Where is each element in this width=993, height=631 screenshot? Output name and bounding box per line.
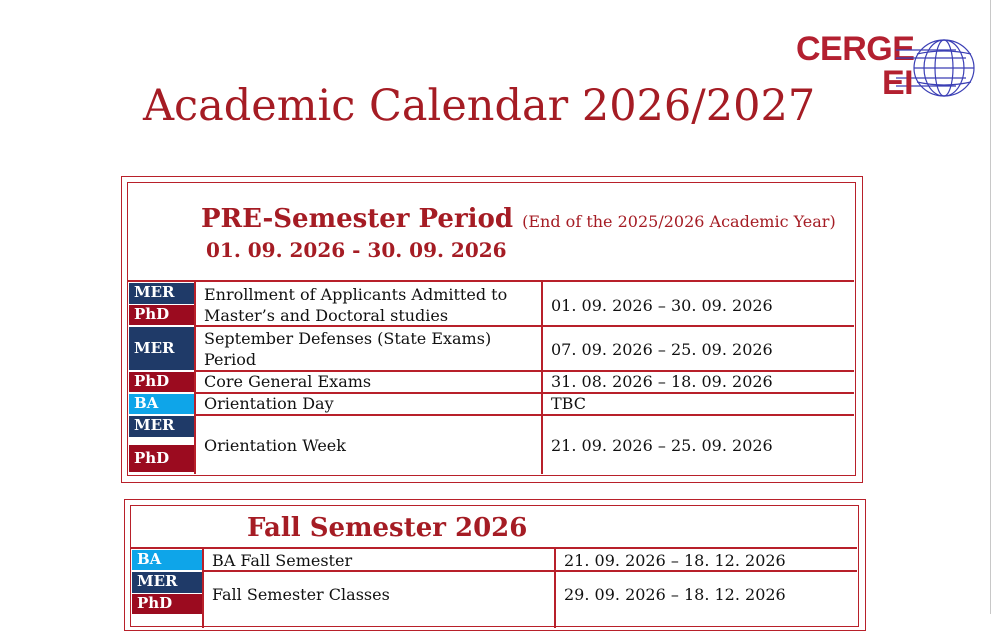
badge-ba: BA [132,550,202,570]
badge-mer: MER [132,572,202,593]
fall-semester-title: Fall Semester 2026 [247,513,528,543]
event-label: Orientation Day [204,394,334,413]
event-label: Core General Exams [204,372,372,391]
event-dates: 07. 09. 2026 – 25. 09. 2026 [551,340,773,359]
column-divider [202,548,204,628]
row-divider [130,547,857,549]
column-divider [541,281,543,474]
pre-semester-dates: 01. 09. 2026 - 30. 09. 2026 [206,238,507,262]
page-title: Academic Calendar 2026/2027 [143,81,816,131]
badge-phd: PhD [129,372,194,392]
event-dates: 21. 09. 2026 – 18. 12. 2026 [564,551,786,570]
event-label-line2: Period [204,350,257,369]
column-divider [194,281,196,474]
event-label: Fall Semester Classes [212,585,390,604]
logo-text-cerge: CERGE [796,30,915,68]
row-divider [127,280,854,282]
event-dates: 21. 09. 2026 – 25. 09. 2026 [551,436,773,455]
badge-ba: BA [129,394,194,414]
event-dates: 01. 09. 2026 – 30. 09. 2026 [551,296,773,315]
event-label: Orientation Week [204,436,346,455]
event-label: BA Fall Semester [212,551,353,570]
badge-mer: MER [129,283,194,304]
pre-semester-heading [201,203,836,238]
event-label: Enrollment of Applicants Admitted to [204,285,508,304]
event-label-line2: Master’s and Doctoral studies [204,306,449,325]
row-divider [194,414,854,416]
badge-mer: MER [129,416,194,437]
event-label: September Defenses (State Exams) [204,329,492,348]
page-edge-rule [990,0,991,614]
badge-phd: PhD [132,594,202,614]
badge-mer: MER [129,327,194,370]
badge-phd: PhD [129,305,194,325]
badge-phd: PhD [129,445,194,472]
event-dates: TBC [551,394,586,413]
cerge-ei-logo [796,30,978,102]
event-dates: 31. 08. 2026 – 18. 09. 2026 [551,372,773,391]
event-dates: 29. 09. 2026 – 18. 12. 2026 [564,585,786,604]
pre-semester-note: (End of the 2025/2026 Academic Year) [522,212,836,231]
logo-text-ei: EI [882,64,914,102]
pre-semester-title: PRE-Semester Period [201,204,514,234]
column-divider [554,548,556,628]
